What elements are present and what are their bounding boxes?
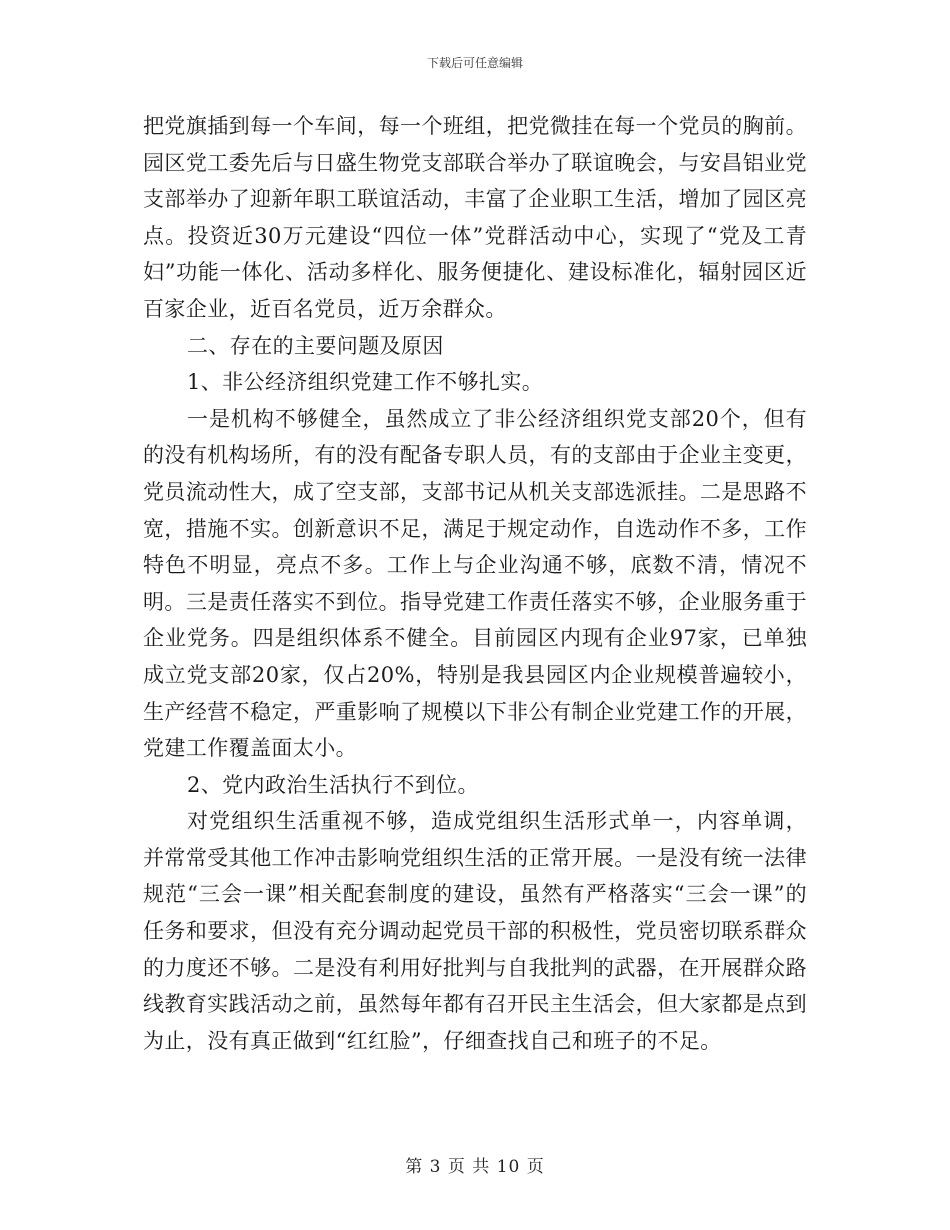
paragraph: 对党组织生活重视不够，造成党组织生活形式单一，内容单调，并常常受其他工作冲击影响党组织生活的正常开展。一是没有统一法律规范“三会一课”相关配套制度的建设，虽然有严格落实“三会一课”的任务和要求，但没有充分调动起党员干部的积极性，党员密切联系群众的力度还不够。二是没有利用好批判与自我批判的武器，在开展群众路线教育实践活动之前，虽然每年都有召开民主生活会，但大家都是点到为止，没有真正做到“红红脸”，仔细查找自己和班子的不足。 (143, 809, 807, 1053)
subsection-heading: 1、非公经济组织党建工作不够扎实。 (187, 370, 544, 395)
document-body (143, 108, 807, 1059)
page-header: 下载后可任意编辑 (426, 56, 523, 70)
subsection-heading: 2、党内政治生活执行不到位。 (187, 772, 479, 797)
section-heading: 二、存在的主要问题及原因 (187, 333, 444, 358)
paragraph: 一是机构不够健全，虽然成立了非公经济组织党支部20个，但有的没有机构场所，有的没有配备专职人员，有的支部由于企业主变更，党员流动性大，成了空支部，支部书记从机关支部选派挂。二是思路不宽，措施不实。创新意识不足，满足于规定动作，自选动作不多，工作特色不明显，亮点不多。工作上与企业沟通不够，底数不清，情况不明。三是责任落实不到位。指导党建工作责任落实不够，企业服务重于企业党务。四是组织体系不健全。目前园区内现有企业97家，已单独成立党支部20家，仅占20%，特别是我县园区内企业规模普遍较小，生产经营不稳定，严重影响了规模以下非公有制企业党建工作的开展，党建工作覆盖面太小。 (143, 406, 807, 761)
paragraph-continuation: 把党旗插到每一个车间，每一个班组，把党微挂在每一个党员的胸前。园区党工委先后与日盛生物党支部联合举办了联谊晚会，与安昌铝业党支部举办了迎新年职工联谊活动，丰富了企业职工生活，增加了园区亮点。投资近30万元建设“四位一体”党群活动中心，实现了“党及工青妇”功能一体化、活动多样化、服务便捷化、建设标准化，辐射园区近百家企业，近百名党员，近万余群众。 (143, 114, 807, 321)
page-number: 第 3 页 共 10 页 (405, 1157, 545, 1177)
